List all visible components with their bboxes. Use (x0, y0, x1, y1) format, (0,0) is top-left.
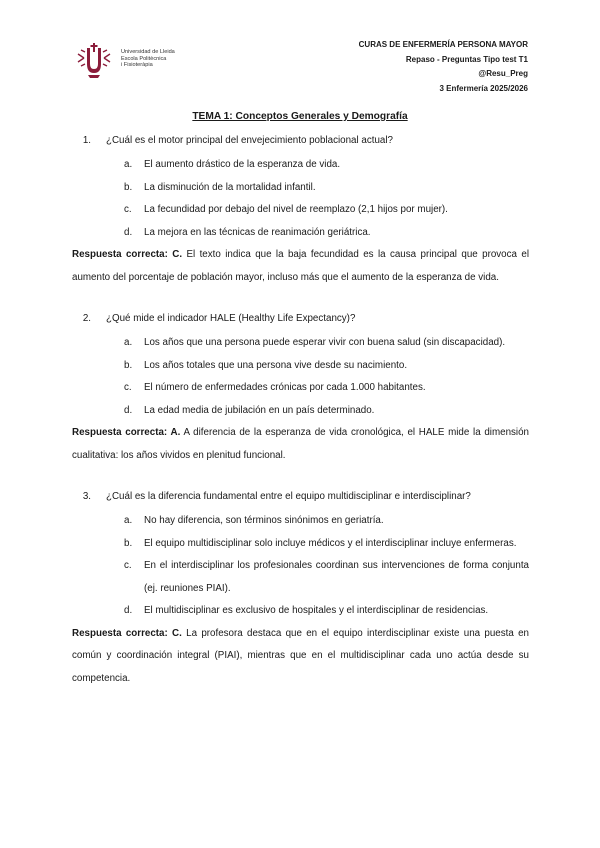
option-letter: c. (124, 204, 132, 215)
option (124, 222, 529, 245)
question-text: ¿Cuál es el motor principal del envejecimiento poblacional actual? (106, 135, 393, 146)
author-handle: @Resu_Preg (478, 69, 528, 78)
answer-text: La profesora destaca que en el equipo interdisciplinar existe una puesta en común y coordinación integral (PIAI), mientras que en el multidisciplinar cada uno actúa desde su competencia. (72, 627, 529, 684)
course-title: CURAS DE ENFERMERÍA PERSONA MAYOR (358, 40, 528, 49)
option-text: La edad media de jubilación en un país determinado. (144, 404, 375, 416)
question-number: 1. (82, 135, 91, 146)
answer-lead: Respuesta correcta: C. (72, 627, 182, 639)
option-text: El número de enfermedades crónicas por cada 1.000 habitantes. (144, 382, 426, 393)
university-name-line: Escola Politècnica (121, 55, 167, 62)
option-text: El multidisciplinar es exclusivo de hospitales y el interdisciplinar de residencias. (144, 605, 489, 616)
answer-explanation (72, 422, 529, 467)
option-text: En el interdisciplinar los profesionales coordinan sus intervenciones de forma conjunta (ej. reuniones PIAI). (144, 560, 529, 594)
question-text: ¿Qué mide el indicador HALE (Healthy Life Expectancy)? (106, 313, 356, 324)
university-name (121, 49, 193, 69)
options-list (72, 154, 529, 244)
document-header (359, 38, 528, 96)
question-text: ¿Cuál es la diferencia fundamental entre el equipo multidisciplinar e interdisciplinar? (106, 491, 471, 502)
option-letter: b. (124, 181, 133, 193)
option-text: Los años que una persona puede esperar vivir con buena salud (sin discapacidad). (144, 337, 506, 348)
question (72, 311, 529, 327)
option-letter: d. (124, 226, 133, 238)
university-name-line: Universidad de Lleida (121, 49, 175, 55)
question-number: 3. (82, 491, 91, 502)
option (124, 555, 529, 600)
option-text: El equipo multidisciplinar solo incluye médicos y el interdisciplinar incluye enfermeras. (144, 537, 517, 549)
option (124, 510, 529, 533)
course-year: 3 Enfermería 2025/2026 (439, 83, 528, 93)
question-block (72, 311, 529, 467)
option-letter: b. (124, 359, 133, 371)
option (124, 199, 529, 222)
answer-lead: Respuesta correcta: C. (72, 249, 183, 260)
option-text: La disminución de la mortalidad infantil. (144, 181, 316, 193)
option-text: La mejora en las técnicas de reanimación geriátrica. (144, 226, 371, 238)
questions-list (72, 133, 529, 712)
option-text: Los años totales que una persona vive desde su nacimiento. (144, 359, 408, 371)
option (124, 332, 529, 355)
option-text: El aumento drástico de la esperanza de vida. (144, 159, 341, 170)
document-subtitle: Repaso - Preguntas Tipo test T1 (405, 54, 528, 64)
option-letter: a. (124, 337, 133, 348)
option (124, 600, 529, 623)
university-logo (74, 40, 194, 82)
option-letter: a. (124, 515, 133, 526)
option (124, 154, 529, 177)
answer-explanation (72, 244, 529, 289)
answer-explanation (72, 623, 529, 691)
question-block (72, 133, 529, 289)
page-title-text: TEMA 1: Conceptos Generales y Demografía (192, 111, 408, 122)
option (124, 377, 529, 400)
option-letter: d. (124, 404, 133, 416)
options-list (72, 332, 529, 422)
answer-text: El texto indica que la baja fecundidad es la causa principal que provoca el aumento del porcentaje de población mayor, incluso más que el aumento de la esperanza de vida. (72, 249, 529, 283)
question-number: 2. (82, 313, 91, 324)
page-title (0, 111, 600, 122)
option-text: No hay diferencia, son términos sinónimos en geriatría. (144, 515, 384, 526)
question-block (72, 489, 529, 690)
option-letter: d. (124, 605, 133, 616)
option-letter: c. (124, 560, 132, 571)
options-list (72, 510, 529, 623)
question (72, 489, 529, 505)
answer-text: A diferencia de la esperanza de vida cronológica, el HALE mide la dimensión cualitativa: los años vividos en plenitud funcional. (72, 427, 529, 461)
option-letter: b. (124, 537, 133, 549)
university-emblem-icon (74, 40, 114, 80)
option-letter: a. (124, 159, 133, 170)
option-text: La fecundidad por debajo del nivel de reemplazo (2,1 hijos por mujer). (144, 204, 448, 215)
option (124, 533, 529, 556)
answer-lead: Respuesta correcta: A. (72, 427, 181, 438)
university-name-line: i Fisioteràpia (121, 62, 153, 69)
option (124, 355, 529, 378)
option (124, 400, 529, 423)
option-letter: c. (124, 382, 132, 393)
option (124, 177, 529, 200)
question (72, 133, 529, 149)
